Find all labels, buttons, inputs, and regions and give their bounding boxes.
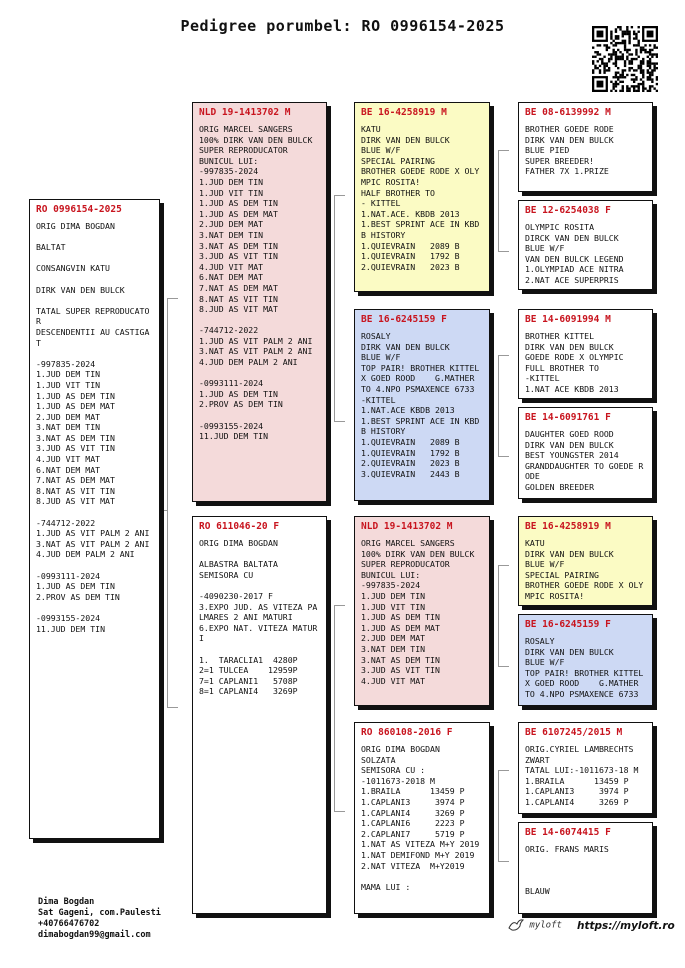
note-line: BUNICUL LUI: [361, 569, 421, 580]
note-line: 1.JUD VIT TIN [199, 187, 264, 198]
pigeon-notes [361, 124, 483, 272]
note-line: 1.JUD VIT TIN [36, 379, 101, 390]
note-line: 3.NAT AS DEM TIN [361, 654, 440, 665]
note-line: DAUGHTER GOED ROOD [525, 429, 614, 439]
note-line: ORIG DIMA BOGDAN [361, 744, 440, 754]
note-line: BLUE W/F [361, 145, 401, 156]
pigeon-card-dsd [518, 614, 653, 706]
note-line: 1.CAPLANI6 2223 P [361, 818, 465, 829]
note-line: BLUE W/F [525, 243, 565, 254]
note-line: KATU [361, 124, 381, 134]
note-line: 1.NAT.ACE. KBDB 2013 [361, 208, 460, 219]
note-line: 3.JUD AS VIT TIN [36, 443, 115, 454]
note-line: 11.JUD DEM TIN [36, 623, 106, 634]
note-line: 3.JUD AS VIT TIN [361, 665, 440, 676]
note-line: TATAL LUI:-1011673-18 M [525, 765, 639, 776]
note-line: 2.PROV AS DEM TIN [199, 399, 283, 410]
note-line: 3.NAT AS DEM TIN [36, 432, 115, 443]
note-line: 4.JUD DEM PALM 2 ANI [199, 357, 298, 368]
note-line: 1.JUD AS DEM MAT [361, 622, 440, 633]
note-line: 4.JUD VIT MAT [199, 261, 264, 272]
note-line: 2.QUIEVRAIN 2023 B [361, 261, 460, 272]
pigeon-notes [525, 538, 646, 602]
owner-address: Sat Gageni, com.Paulesti [38, 908, 161, 918]
note-line: TATAL SUPER REPRODUCATOR [36, 305, 150, 327]
ring-number: BE 16-4258919 M [361, 107, 447, 118]
note-line: 2.JUD DEM MAT [36, 411, 101, 422]
note-line: DIRK VAN DEN BULCK [525, 548, 614, 559]
pigeon-card-sire-dam [354, 309, 490, 501]
pigeon-card-sds [518, 309, 653, 399]
note-line [36, 232, 153, 243]
pigeon-notes [361, 538, 483, 686]
note-line: 1.QUIEVRAIN 1792 B [361, 447, 460, 458]
ring-number: BE 16-4258919 M [525, 521, 611, 532]
note-line: 1.JUD DEM TIN [199, 176, 264, 187]
note-line [36, 602, 153, 613]
note-line: 1.JUD AS DEM MAT [199, 208, 278, 219]
note-line: 1.NAT ACE KBDB 2013 [525, 383, 619, 394]
note-line: 7.NAT AS DEM MAT [36, 475, 115, 486]
owner-name: Dima Bogdan [38, 897, 95, 907]
note-line [36, 295, 153, 306]
note-line: 1.JUD AS DEM TIN [199, 388, 278, 399]
note-line: 6.EXPO NAT. VITEZA MATURI [199, 622, 318, 644]
note-line: ORIG DIMA BOGDAN [36, 221, 115, 231]
note-line: -KITTEL [361, 394, 396, 405]
note-line: ORIG MARCEL SANGERS [361, 538, 455, 548]
pigeon-notes [199, 124, 320, 442]
note-line: 2.JUD DEM MAT [361, 633, 426, 644]
note-line: -KITTEL [525, 373, 560, 384]
note-line: DIRK VAN DEN BULCK [525, 646, 614, 657]
note-line: DIRK VAN DEN BULCK [525, 439, 614, 450]
note-line: BLAUW [525, 886, 550, 897]
note-line: VAN DEN BULCK LEGEND [525, 253, 624, 264]
note-line: BUNICUL LUI: [199, 155, 259, 166]
pigeon-notes [525, 124, 646, 177]
pigeon-card-ddd [518, 822, 653, 914]
note-line: FATHER 7X 1.PRIZE [525, 166, 609, 177]
note-line: SEMISORA CU : [361, 765, 426, 776]
note-line [525, 855, 646, 866]
note-line: SPECIAL PAIRING [361, 155, 435, 166]
note-line: SEMISORA CU [199, 569, 254, 580]
website-link[interactable]: https://myloft.ro [577, 920, 675, 932]
note-line: 8.JUD AS VIT MAT [199, 304, 278, 315]
note-line: DIRCK VAN DEN BULCK [525, 232, 619, 243]
note-line [36, 507, 153, 518]
note-line: -0993155-2024 [199, 420, 264, 431]
note-line: 1.BRAILA 13459 P [361, 786, 465, 797]
note-line: 4.JUD VIT MAT [361, 675, 426, 686]
pigeon-card-sire-sire [354, 102, 490, 292]
pigeon-notes [36, 221, 153, 634]
note-line: SUPER BREEDER! [525, 155, 595, 166]
note-line: 1.NAT DEMIFOND M+Y 2019 [361, 849, 475, 860]
note-line: BROTHER KITTEL [525, 331, 595, 341]
note-line: 3.JUD AS VIT TIN [199, 251, 278, 262]
note-line [199, 580, 320, 591]
pigeon-notes [525, 429, 646, 493]
note-line: 2.PROV AS DEM TIN [36, 591, 120, 602]
note-line: 3.NAT AS VIT PALM 2 ANI [36, 538, 150, 549]
note-line: 3.NAT DEM TIN [361, 643, 426, 654]
ring-number: BE 16-6245159 F [525, 619, 611, 630]
ring-number: RO 860108-2016 F [361, 727, 453, 738]
page-title: Pedigree porumbel: RO 0996154-2025 [180, 17, 505, 35]
note-line: 1.JUD DEM TIN [36, 369, 101, 380]
note-line: ALBASTRA BALTATA [199, 559, 278, 570]
connector-dam [334, 605, 345, 812]
note-line: ORIG.CYRIEL LAMBRECHTS [525, 744, 634, 754]
pigeon-card-dam-sire [354, 516, 490, 706]
owner-email: dimabogdan99@gmail.com [38, 930, 151, 940]
bird-icon [508, 918, 524, 932]
ring-number: NLD 19-1413702 M [361, 521, 453, 532]
note-line: -997835-2024 [199, 166, 259, 177]
connector-sire [334, 195, 345, 422]
pigeon-notes [525, 844, 646, 897]
note-line: -1011673-2018 M [361, 775, 435, 786]
note-line: OLYMPIC ROSITA [525, 222, 595, 232]
note-line: DIRK VAN DEN BULCK [525, 341, 614, 352]
note-line [525, 876, 646, 887]
note-line: MAMA LUI : [361, 881, 411, 892]
pigeon-card-sdd [518, 407, 653, 499]
logo-text: myloft [529, 920, 562, 931]
note-line: 2.NAT ACE SUPERPRIS [525, 274, 619, 285]
ring-number: BE 6107245/2015 M [525, 727, 623, 738]
pigeon-card-subject [29, 199, 160, 839]
pigeon-card-dds [518, 722, 653, 814]
note-line: 1.JUD AS DEM TIN [36, 581, 115, 592]
note-line: 1.JUD VIT TIN [361, 601, 426, 612]
note-line: 1.JUD DEM TIN [361, 590, 426, 601]
note-line: SOLZATA [361, 754, 396, 765]
note-line: 1.CAPLANI4 3269 P [361, 807, 465, 818]
note-line: 1.JUD AS DEM TIN [199, 198, 278, 209]
note-line: BLUE W/F [361, 352, 401, 363]
note-line: BLUE W/F [525, 559, 565, 570]
note-line: BALTAT [36, 242, 66, 253]
ring-number: BE 14-6091761 F [525, 412, 611, 423]
note-line: ORIG DIMA BOGDAN [199, 538, 278, 548]
pigeon-card-dam [192, 516, 327, 914]
note-line: 1.BEST SPRINT ACE IN KBD B HISTORY [361, 219, 485, 240]
note-line: DIRK VAN DEN BULCK [361, 341, 450, 352]
note-line: GOLDEN BREEDER [525, 481, 595, 492]
connector-ss [498, 150, 509, 252]
note-line: BROTHER GOEDE RODE [525, 124, 614, 134]
ring-number: BE 16-6245159 F [361, 314, 447, 325]
note-line: 1.JUD AS DEM MAT [36, 401, 115, 412]
note-line: BLUE PIED [525, 145, 570, 156]
note-line [36, 274, 153, 285]
note-line: 3.QUIEVRAIN 2443 B [361, 468, 460, 479]
ring-number: BE 08-6139992 M [525, 107, 611, 118]
note-line: FULL BROTHER TO [525, 362, 599, 373]
note-line: 1.CAPLANI4 3269 P [525, 796, 629, 807]
note-line: GOEDE RODE X OLYMPIC [525, 352, 624, 363]
note-line: ORIG MARCEL SANGERS [199, 124, 293, 134]
connector-subject-mid [160, 510, 168, 511]
note-line: -0993111-2024 [36, 570, 101, 581]
note-line: ZWART [525, 754, 550, 765]
ring-number: RO 0996154-2025 [36, 204, 122, 215]
note-line: -4090230-2017 F [199, 590, 273, 601]
note-line: -0993111-2024 [199, 378, 264, 389]
note-line: BLUE W/F [525, 657, 565, 668]
note-line: DESCENDENTII AU CASTIGAT [36, 326, 150, 348]
note-line: 100% DIRK VAN DEN BULCK [199, 134, 313, 145]
note-line: 100% DIRK VAN DEN BULCK [361, 548, 475, 559]
note-line: 3.NAT AS VIT PALM 2 ANI [199, 346, 313, 357]
pigeon-notes [525, 331, 646, 395]
note-line: BROTHER GOEDE RODE X OLYMPIC ROSITA! [361, 166, 480, 187]
note-line: 2.QUIEVRAIN 2023 B [361, 458, 460, 469]
pigeon-card-ssd [518, 200, 653, 290]
note-line: BROTHER GOEDE RODE X OLYMPIC ROSITA! [525, 580, 644, 601]
note-line: BEST YOUNGSTER 2014 [525, 450, 619, 461]
pigeon-notes [525, 222, 646, 286]
note-line: 1.CAPLANI3 3974 P [361, 796, 465, 807]
pigeon-notes [361, 744, 483, 892]
pigeon-card-sss [518, 102, 653, 192]
ring-number: BE 14-6091994 M [525, 314, 611, 325]
note-line [36, 560, 153, 571]
note-line: 3.NAT DEM TIN [36, 422, 101, 433]
note-line: ROSALY [361, 331, 391, 341]
note-line: 1.QUIEVRAIN 2089 B [361, 240, 460, 251]
note-line: 2.NAT VITEZA M+Y2019 [361, 860, 465, 871]
note-line [199, 368, 320, 379]
pigeon-notes [525, 636, 649, 700]
connector-subject [167, 298, 178, 708]
note-line: SUPER REPRODUCATOR [199, 145, 288, 156]
note-line: -997835-2024 [361, 580, 421, 591]
ring-number: BE 12-6254038 F [525, 205, 611, 216]
note-line: KATU [525, 538, 545, 548]
note-line: 2=1 TULCEA 12959P [199, 665, 298, 676]
owner-contact [38, 897, 161, 941]
note-line: 2.CAPLANI7 5719 P [361, 828, 465, 839]
note-line: GRANDDAUGHTER TO GOEDE RODE [525, 460, 644, 482]
pigeon-card-dss [518, 516, 653, 606]
note-line: 8.NAT AS VIT TIN [36, 485, 115, 496]
note-line: 8.JUD AS VIT MAT [36, 496, 115, 507]
note-line: 1.BRAILA 13459 P [525, 775, 629, 786]
pigeon-notes [361, 331, 483, 479]
pigeon-card-sire [192, 102, 327, 502]
note-line: CONSANGVIN KATU [36, 263, 110, 274]
note-line: 1.JUD AS VIT PALM 2 ANI [36, 528, 150, 539]
note-line: 1.JUD AS DEM TIN [361, 612, 440, 623]
note-line: 2.JUD DEM MAT [199, 219, 264, 230]
note-line: 3.NAT AS DEM TIN [199, 240, 278, 251]
note-line: 1.JUD AS DEM TIN [36, 390, 115, 401]
note-line: TOP PAIR! BROTHER KITTEL X GOED ROOD G.MATHER TO 4.NPO PSMAXENCE 6733 [525, 667, 649, 699]
owner-phone: +40766476702 [38, 919, 100, 929]
note-line: -997835-2024 [36, 358, 96, 369]
note-line [199, 410, 320, 421]
note-line: 4.JUD VIT MAT [36, 454, 101, 465]
note-line: DIRK VAN DEN BULCK [525, 134, 614, 145]
note-line: SUPER REPRODUCATOR [361, 559, 450, 570]
note-line: -744712-2022 [199, 325, 259, 336]
note-line: SPECIAL PAIRING [525, 569, 599, 580]
note-line: 4.JUD DEM PALM 2 ANI [36, 549, 135, 560]
note-line: 11.JUD DEM TIN [199, 431, 269, 442]
note-line: - KITTEL [361, 198, 401, 209]
note-line: 1.NAT.ACE KBDB 2013 [361, 405, 455, 416]
note-line [199, 644, 320, 655]
note-line: TOP PAIR! BROTHER KITTEL X GOED ROOD G.MATHER TO 4.NPO PSMAXENCE 6733 [361, 362, 485, 394]
note-line: 1.NAT AS VITEZA M+Y 2019 [361, 839, 480, 850]
note-line: 8=1 CAPLANI4 3269P [199, 686, 298, 697]
note-line: ROSALY [525, 636, 555, 646]
note-line: 6.NAT DEM MAT [199, 272, 264, 283]
note-line: 3.NAT DEM TIN [199, 229, 264, 240]
note-line [525, 865, 646, 876]
note-line [199, 315, 320, 326]
pigeon-notes [199, 538, 320, 697]
note-line: 7=1 CAPLANI1 5708P [199, 675, 298, 686]
note-line [199, 549, 320, 560]
note-line: -0993155-2024 [36, 612, 101, 623]
note-line: 1.CAPLANI3 3974 P [525, 786, 629, 797]
note-line: 6.NAT DEM MAT [36, 464, 101, 475]
connector-dd [498, 770, 509, 862]
note-line [36, 253, 153, 264]
ring-number: NLD 19-1413702 M [199, 107, 291, 118]
pigeon-card-dam-dam [354, 722, 490, 914]
note-line: HALF BROTHER TO [361, 187, 435, 198]
note-line: -744712-2022 [36, 517, 96, 528]
note-line: 1. TARACLIA1 4280P [199, 654, 298, 665]
note-line: 1.QUIEVRAIN 2089 B [361, 436, 460, 447]
note-line: 1.OLYMPIAD ACE NITRA [525, 264, 624, 275]
note-line: 1.BEST SPRINT ACE IN KBD B HISTORY [361, 415, 485, 437]
note-line: 3.EXPO JUD. AS VITEZA PALMARES 2 ANI MATURI [199, 601, 318, 623]
note-line: DIRK VAN DEN BULCK [36, 284, 125, 295]
note-line [361, 871, 483, 882]
myloft-logo [508, 918, 562, 932]
qr-code-icon [592, 26, 658, 92]
note-line: 1.QUIEVRAIN 1792 B [361, 251, 460, 262]
note-line: ORIG. FRANS MARIS [525, 844, 609, 854]
note-line: DIRK VAN DEN BULCK [361, 134, 450, 145]
ring-number: RO 611046-20 F [199, 521, 280, 532]
ring-number: BE 14-6074415 F [525, 827, 611, 838]
note-line: 8.NAT AS VIT TIN [199, 293, 278, 304]
pigeon-notes [525, 744, 646, 808]
connector-sd [498, 355, 509, 457]
note-line: 7.NAT AS DEM MAT [199, 282, 278, 293]
note-line: 1.JUD AS VIT PALM 2 ANI [199, 335, 313, 346]
note-line [36, 348, 153, 359]
connector-ds [498, 565, 509, 667]
